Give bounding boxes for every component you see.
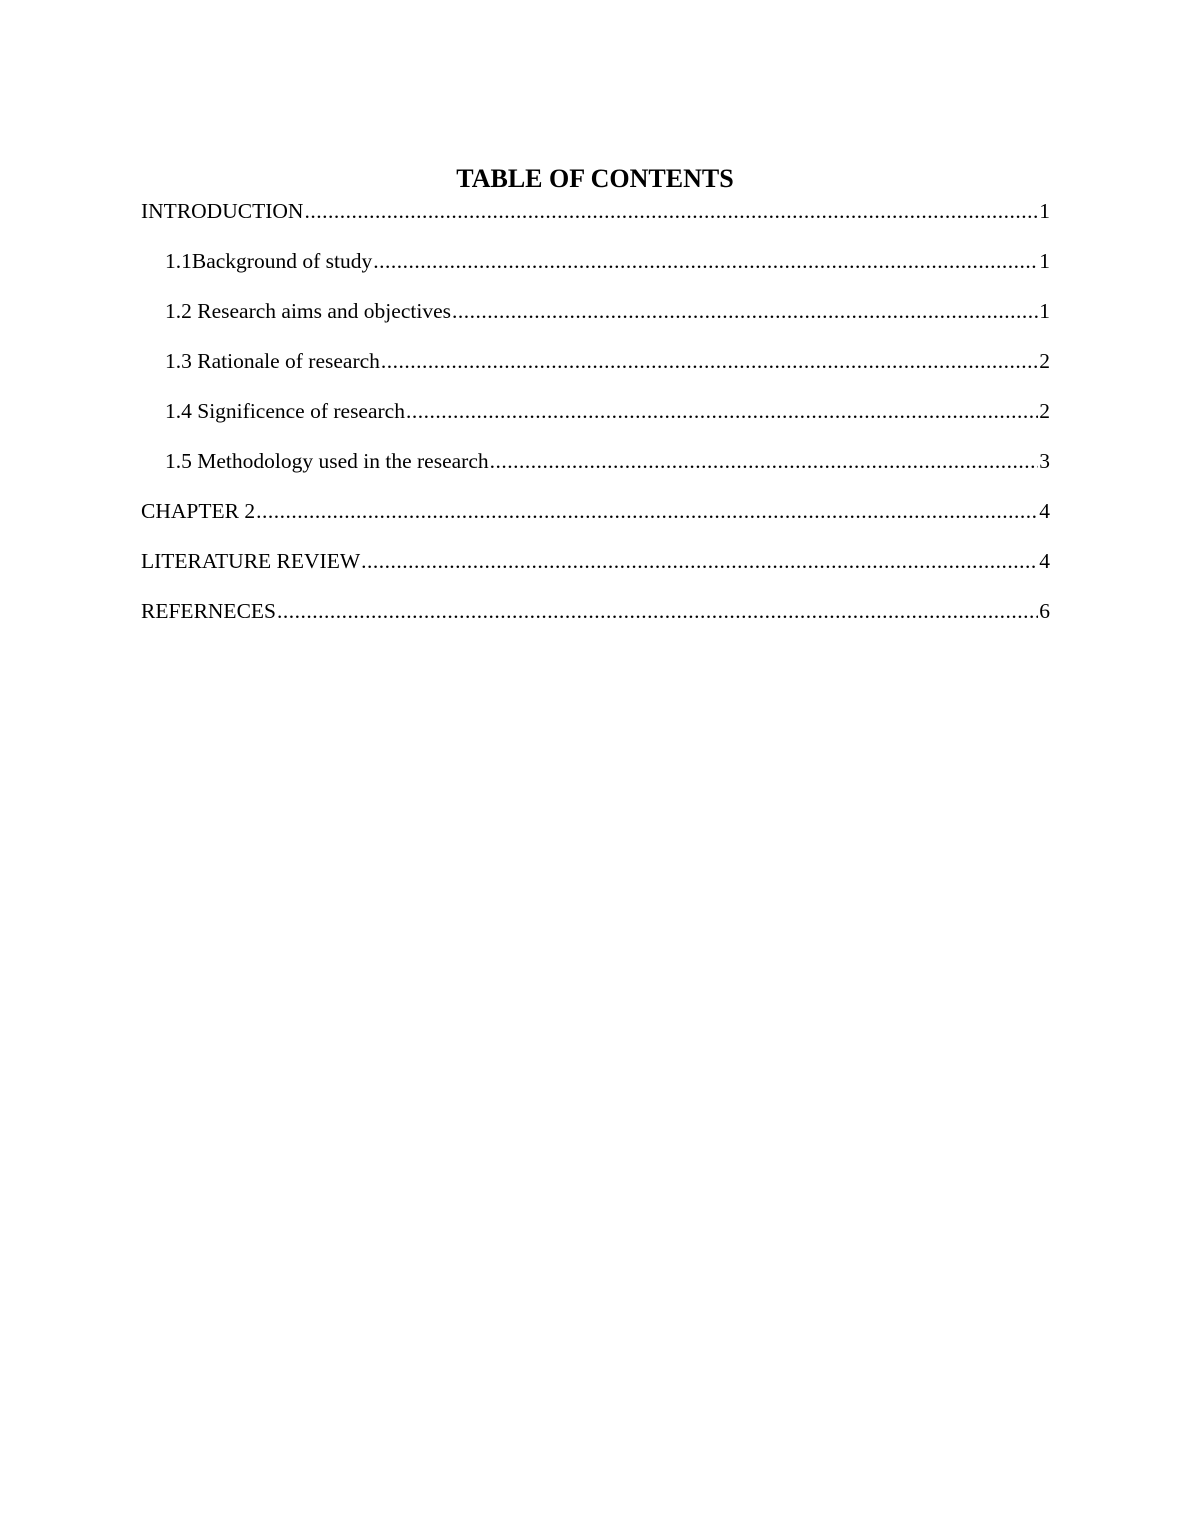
toc-entry-methodology[interactable] [141, 446, 1050, 496]
toc-entry-significance[interactable] [141, 396, 1050, 446]
toc-dot-leader [304, 196, 1038, 226]
toc-entry-page-number: 1 [1039, 199, 1050, 223]
toc-entry-label: 1.4 Significence of research [165, 399, 405, 423]
toc-entry-label: REFERNECES [141, 599, 276, 623]
toc-entry-rationale[interactable] [141, 346, 1050, 396]
toc-entry-label: INTRODUCTION [141, 199, 304, 223]
toc-entry-label: 1.3 Rationale of research [165, 349, 380, 373]
toc-entry-label: LITERATURE REVIEW [141, 549, 361, 573]
toc-entry-page-number: 4 [1039, 499, 1050, 523]
toc-entry-page-number: 2 [1039, 399, 1050, 423]
toc-dot-leader [277, 596, 1038, 626]
toc-entry-page-number: 3 [1039, 449, 1050, 473]
toc-entry-page-number: 1 [1039, 249, 1050, 273]
toc-dot-leader [256, 496, 1038, 526]
toc-dot-leader [381, 346, 1038, 376]
toc-entry-references[interactable] [141, 596, 1050, 646]
toc-dot-leader [490, 446, 1039, 476]
toc-title: TABLE OF CONTENTS [456, 164, 734, 193]
toc-entry-label: 1.2 Research aims and objectives [165, 299, 451, 323]
toc-entry-chapter-2[interactable] [141, 496, 1050, 546]
toc-entry-label: 1.1Background of study [165, 249, 373, 273]
toc-entry-background-of-study[interactable] [141, 246, 1050, 296]
toc-entry-label: 1.5 Methodology used in the research [165, 449, 489, 473]
toc-entry-page-number: 2 [1039, 349, 1050, 373]
toc-list [141, 196, 1050, 646]
toc-entry-research-aims[interactable] [141, 296, 1050, 346]
toc-entry-page-number: 4 [1039, 549, 1050, 573]
toc-entry-page-number: 1 [1039, 299, 1050, 323]
toc-dot-leader [406, 396, 1038, 426]
toc-entry-introduction[interactable] [141, 196, 1050, 246]
toc-dot-leader [373, 246, 1038, 276]
toc-entry-label: CHAPTER 2 [141, 499, 256, 523]
toc-dot-leader [452, 296, 1038, 326]
toc-entry-page-number: 6 [1039, 599, 1050, 623]
toc-entry-literature-review[interactable] [141, 546, 1050, 596]
toc-dot-leader [361, 546, 1038, 576]
